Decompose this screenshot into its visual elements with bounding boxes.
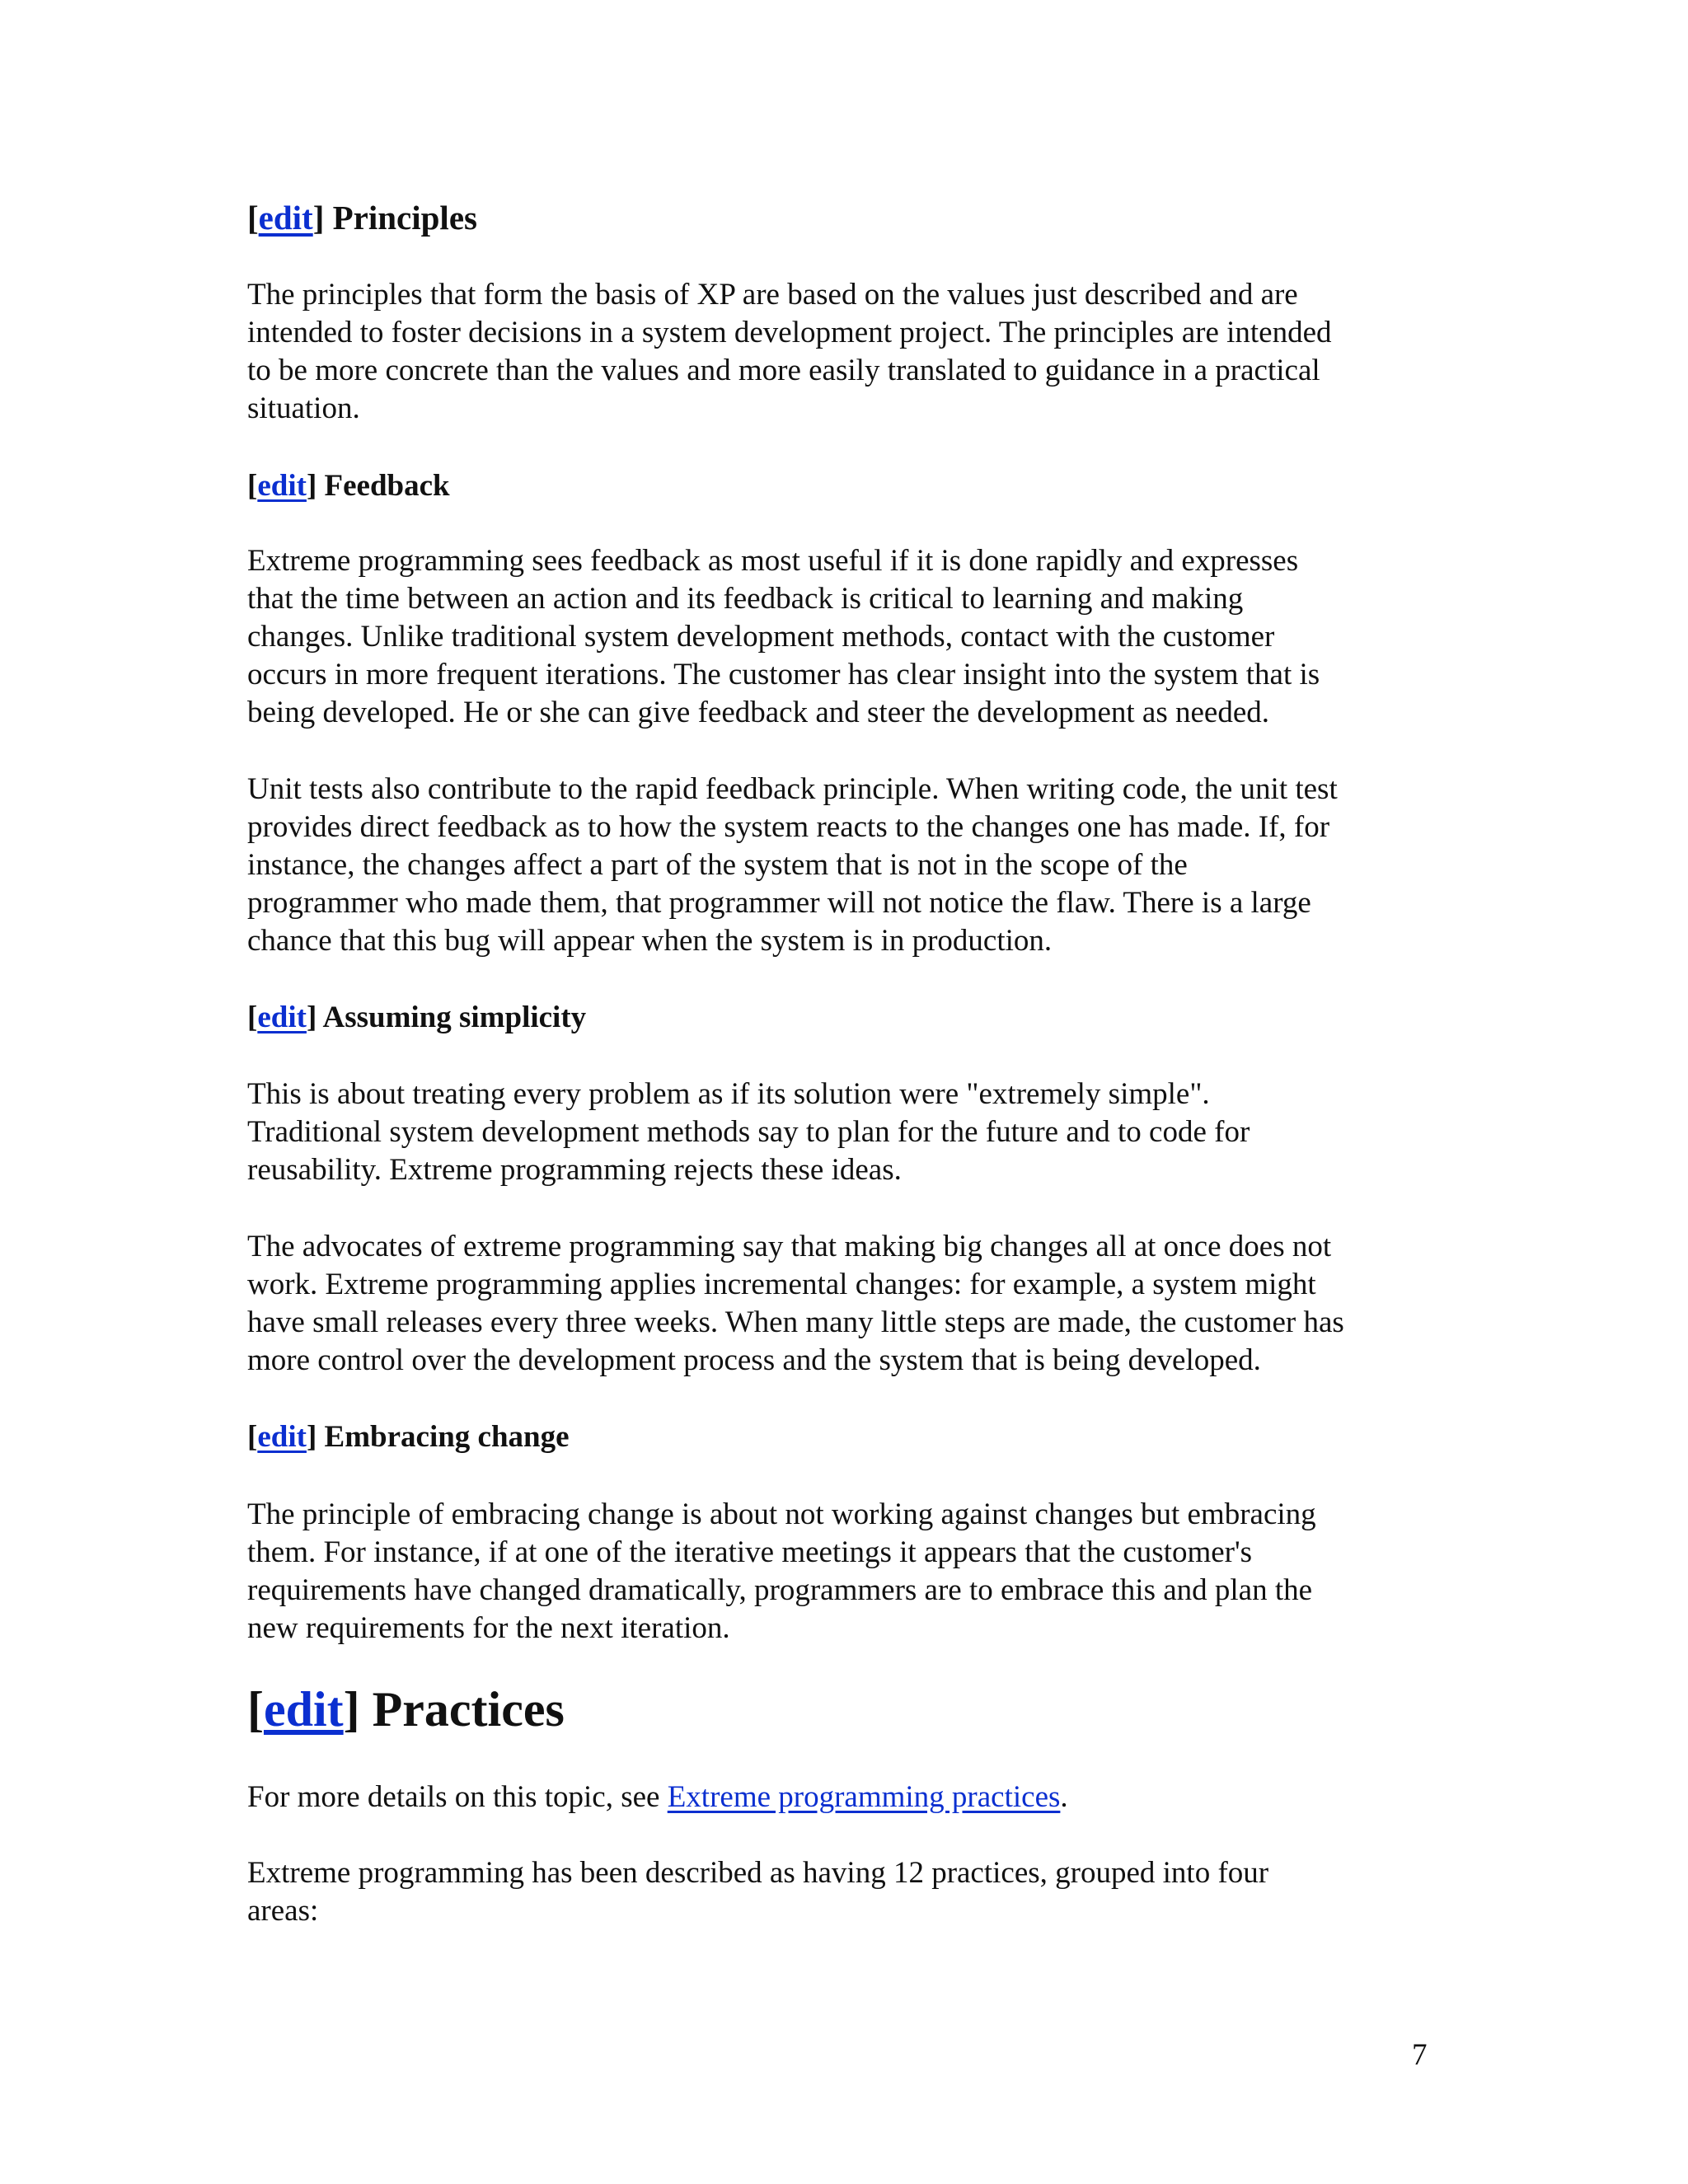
heading-feedback-text: Feedback bbox=[324, 469, 450, 503]
page-number: 7 bbox=[1412, 2038, 1428, 2072]
paragraph-embracing-change: The principle of embracing change is about not working against changes but embracing them. For instance, if at one of the iterative meetings it appears that the customer's requirements have changed dramatically, programmers are to embrace this and plan the new requirements for the next iteration. bbox=[247, 1497, 1316, 1645]
heading-practices-text: Practices bbox=[372, 1682, 565, 1736]
heading-principles-text: Principles bbox=[332, 199, 477, 237]
heading-embracing-change: [edit] Embracing change bbox=[247, 1420, 570, 1454]
edit-link-principles[interactable]: edit bbox=[258, 199, 313, 237]
edit-link-assuming-simplicity[interactable]: edit bbox=[257, 1001, 307, 1034]
paragraph-feedback-1: Extreme programming sees feedback as most useful if it is done rapidly and expresses that the time between an action and its feedback is critical to learning and making changes. Unlike traditional system development methods, contact with the customer occurs in more frequent iterations. The customer has clear insight into the system that is being developed. He or she can give feedback and steer the development as needed. bbox=[247, 544, 1320, 729]
paragraph-practices: Extreme programming has been described as having 12 practices, grouped into four areas: bbox=[247, 1856, 1269, 1928]
paragraph-practices-see-also: For more details on this topic, see Extreme programming practices. bbox=[247, 1780, 1068, 1814]
heading-assuming-simplicity-text: Assuming simplicity bbox=[322, 1001, 587, 1034]
heading-assuming-simplicity: [edit] Assuming simplicity bbox=[247, 1001, 587, 1034]
paragraph-simplicity-2: The advocates of extreme programming say that making big changes all at once does not work. Extreme programming applies incremental changes: for example, a system might have small releases every three weeks. When many little steps are made, the customer has more control over the development process and the system that is being developed. bbox=[247, 1230, 1344, 1377]
heading-practices: [edit] Practices bbox=[247, 1682, 565, 1736]
heading-embracing-change-text: Embracing change bbox=[324, 1420, 570, 1454]
edit-link-embracing-change[interactable]: edit bbox=[257, 1420, 307, 1454]
edit-link-feedback[interactable]: edit bbox=[257, 469, 307, 503]
paragraph-feedback-2: Unit tests also contribute to the rapid feedback principle. When writing code, the unit test provides direct feedback as to how the system reacts to the changes one has made. If, for instance, the changes affect a part of the system that is not in the scope of the programmer who made them, that programmer will not notice the flaw. There is a large chance that this bug will appear when the system is in production. bbox=[247, 772, 1338, 958]
paragraph-simplicity-1: This is about treating every problem as if its solution were "extremely simple". Traditional system development methods say to plan for the future and to code for reusability. Extreme programming rejects these ideas. bbox=[247, 1077, 1250, 1187]
link-extreme-programming-practices[interactable]: Extreme programming practices bbox=[667, 1780, 1061, 1814]
paragraph-principles: The principles that form the basis of XP are based on the values just described and are intended to foster decisions in a system development project. The principles are intended to be more concrete than the values and more easily translated to guidance in a practical situation. bbox=[247, 278, 1332, 425]
heading-principles: [edit] Principles bbox=[247, 199, 477, 237]
edit-link-practices[interactable]: edit bbox=[263, 1682, 344, 1736]
heading-feedback: [edit] Feedback bbox=[247, 469, 450, 503]
